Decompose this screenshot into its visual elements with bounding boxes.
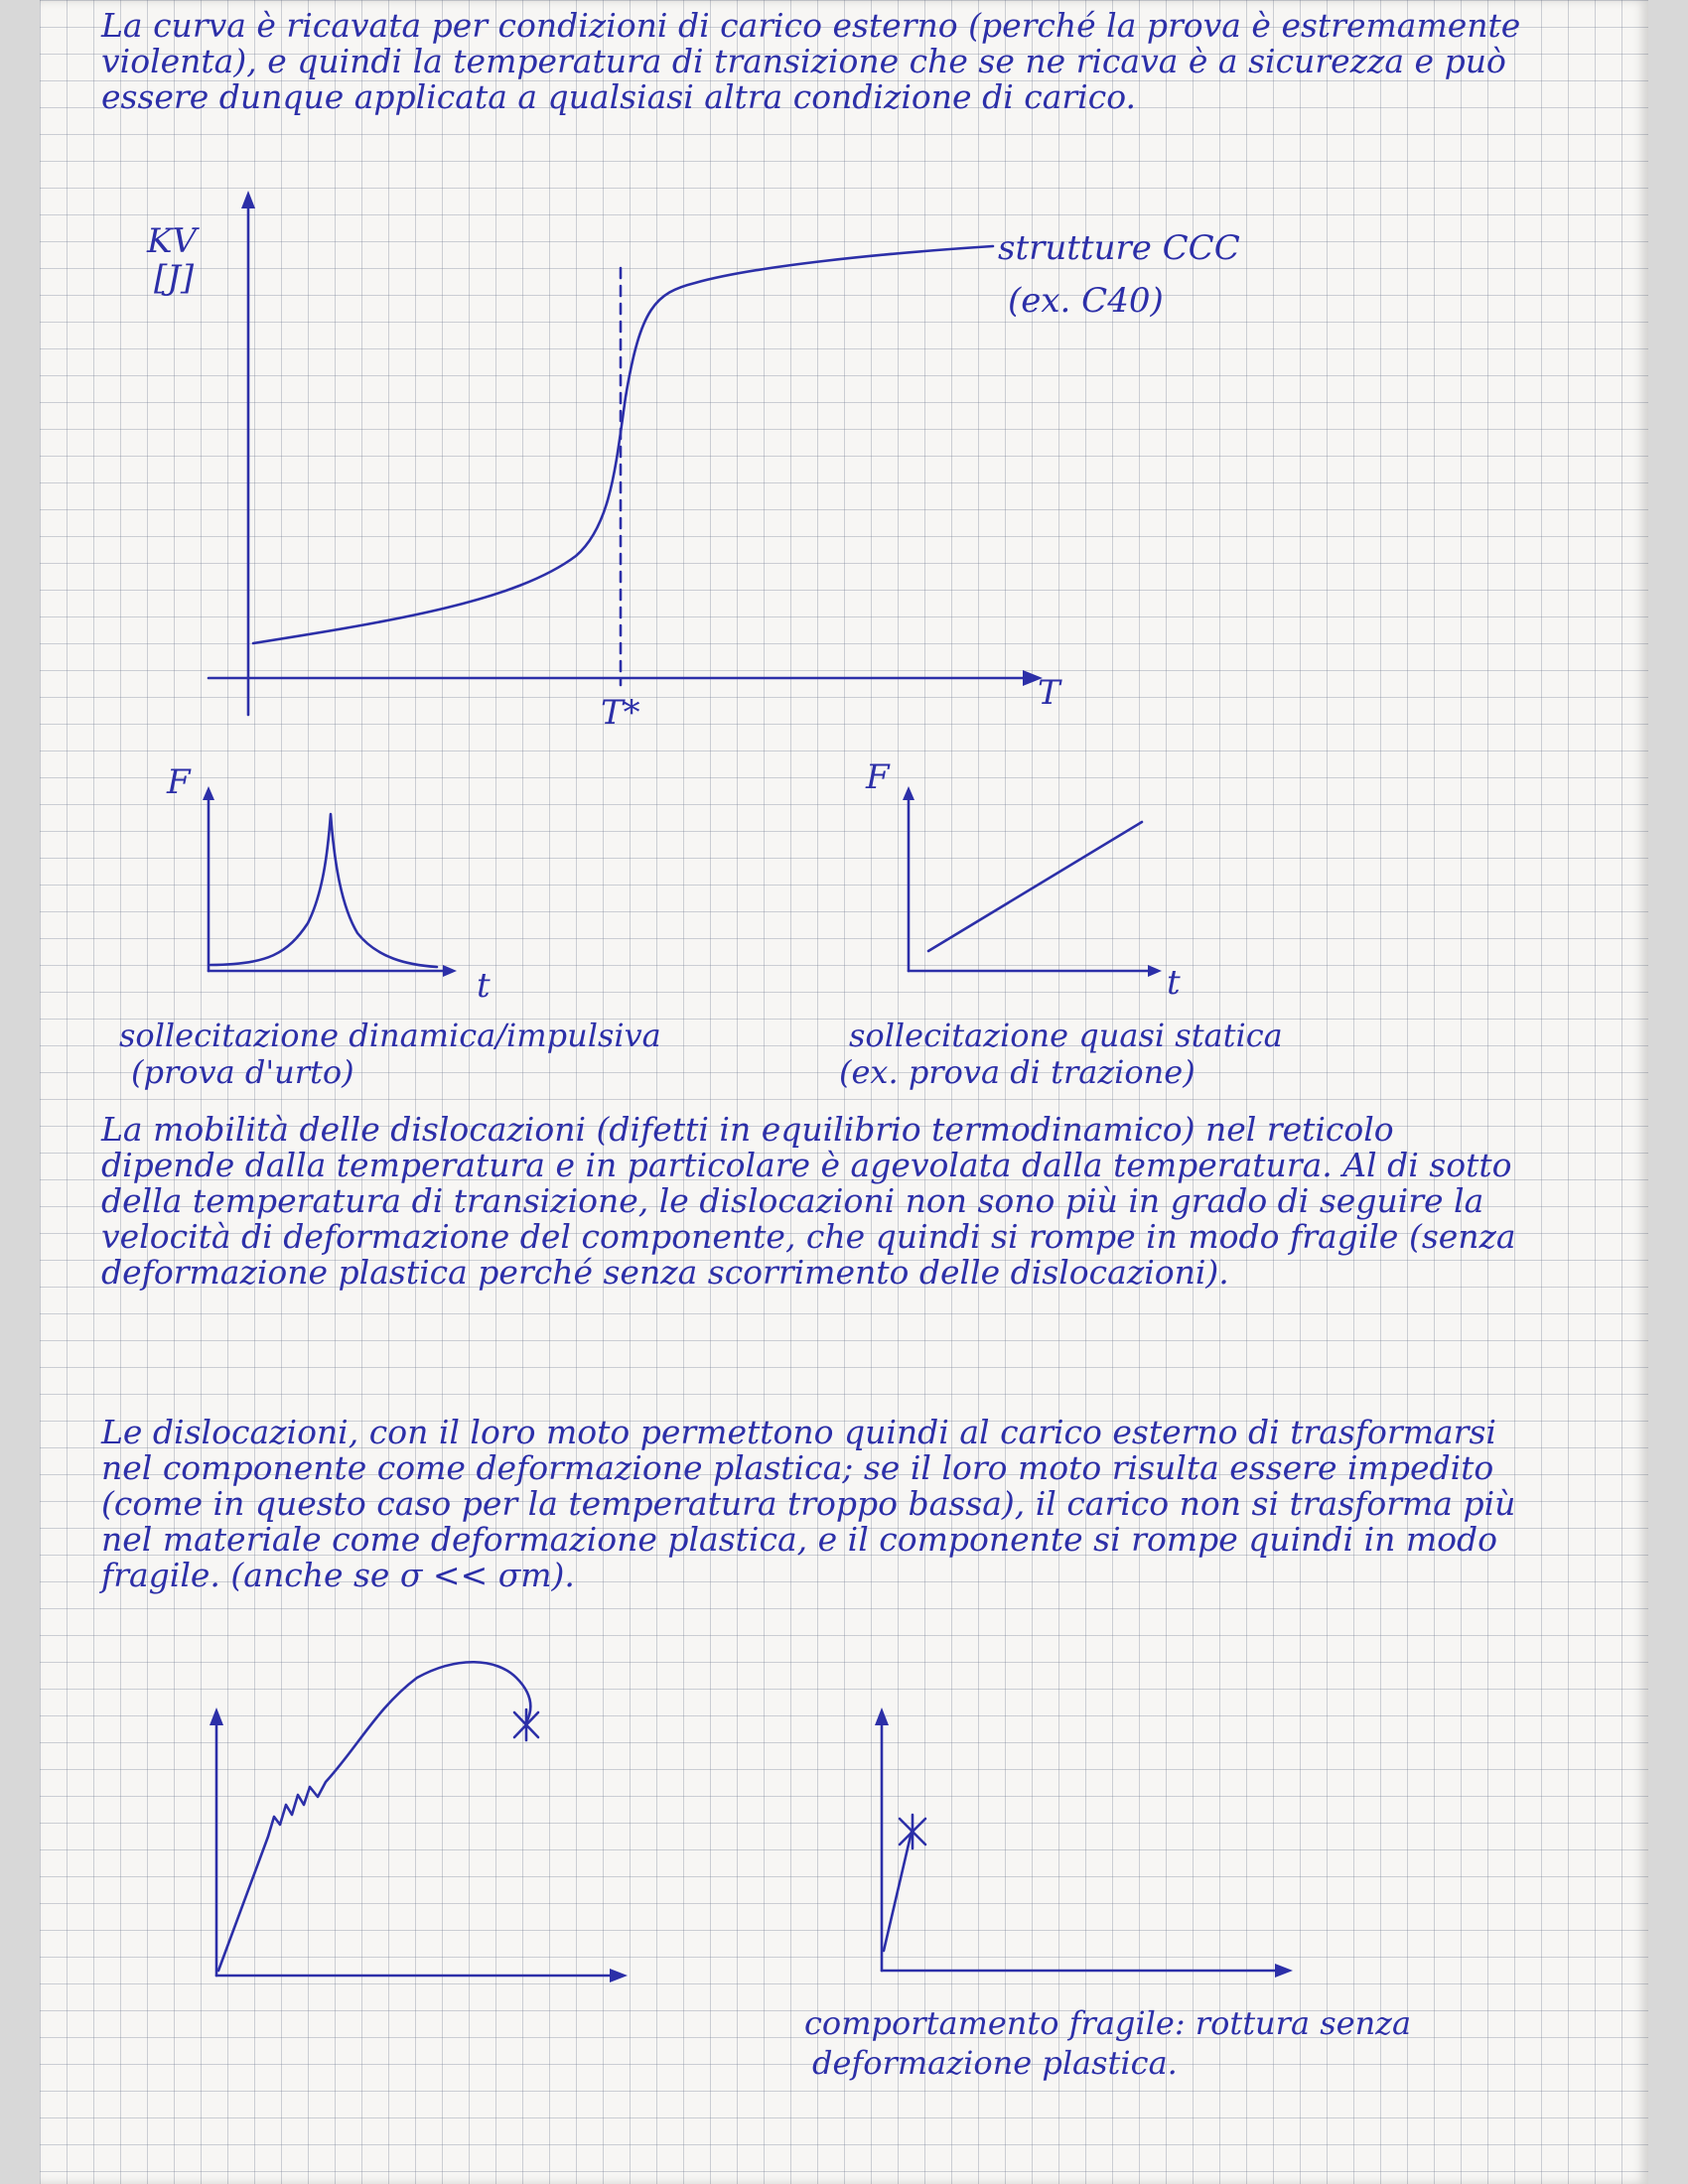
fig3-caption-1: comportamento fragile: rottura senza (804, 2004, 1412, 2042)
fig2-right-ylabel: F (866, 757, 890, 797)
paragraph-dislocation-motion: Le dislocazioni, con il loro moto permettono quindi al carico esterno di trasformarsi nel componente come deformazione plastica; se il loro moto risulta essere impedito (come in questo caso per la temperatura troppo bassa), il carico non si trasforma più nel materiale come deformazione plastica, e il componente si rompe quindi in modo fragile. (anche se σ << σm). (101, 1413, 1526, 1594)
fig2-left-ylabel: F (167, 762, 191, 802)
fig2-left-xlabel: t (477, 966, 491, 1006)
fig1-curve-label-2: (ex. C40) (1008, 281, 1164, 321)
fig1-ylabel-unit: [J] (154, 258, 195, 298)
paragraph-dislocation-mobility: La mobilità delle dislocazioni (difetti in equilibrio termodinamico) nel reticolo dipende dalla temperatura e in particolare è agevolata dalla temperatura. Al di sotto della temperatura di transizione, le dislocazioni non sono più in grado di seguire la velocità di deformazione del componente, che quindi si rompe in modo fragile (senza deformazione plastica perché senza scorrimento delle dislocazioni). (101, 1110, 1527, 1292)
fig3-right-brittle-curve (884, 1832, 912, 1951)
fig1-xlabel: T (1038, 673, 1060, 713)
fig1-tstar-label: T* (601, 693, 640, 733)
fig3-left-ductile-curve (218, 1662, 530, 1971)
fig3-right-break-mark (900, 1815, 925, 1848)
fig2-right-caption-2: (ex. prova di trazione) (839, 1053, 1196, 1091)
fig1-ylabel-kv: KV (147, 221, 197, 261)
fig3-left-break-mark (514, 1709, 538, 1740)
paragraph-curve-conditions: La curva è ricavata per condizioni di carico esterno (perché la prova è estremamente violenta), e quindi la temperatura di transizione che se ne ricava è a sicurezza e può essere dunque applicata a qualsiasi altra condizione di carico. (101, 6, 1531, 116)
fig2-right-xlabel: t (1167, 963, 1181, 1003)
fig1-curve-label-1: strutture CCC (998, 228, 1240, 268)
notebook-page (40, 0, 1648, 2184)
fig2-right-caption-1: sollecitazione quasi statica (849, 1017, 1283, 1054)
fig2-left-caption-2: (prova d'urto) (131, 1053, 354, 1091)
stress-strain-figures (40, 0, 1648, 2184)
fig2-left-caption-1: sollecitazione dinamica/impulsiva (119, 1017, 661, 1054)
fig3-caption-2: deformazione plastica. (812, 2044, 1178, 2082)
